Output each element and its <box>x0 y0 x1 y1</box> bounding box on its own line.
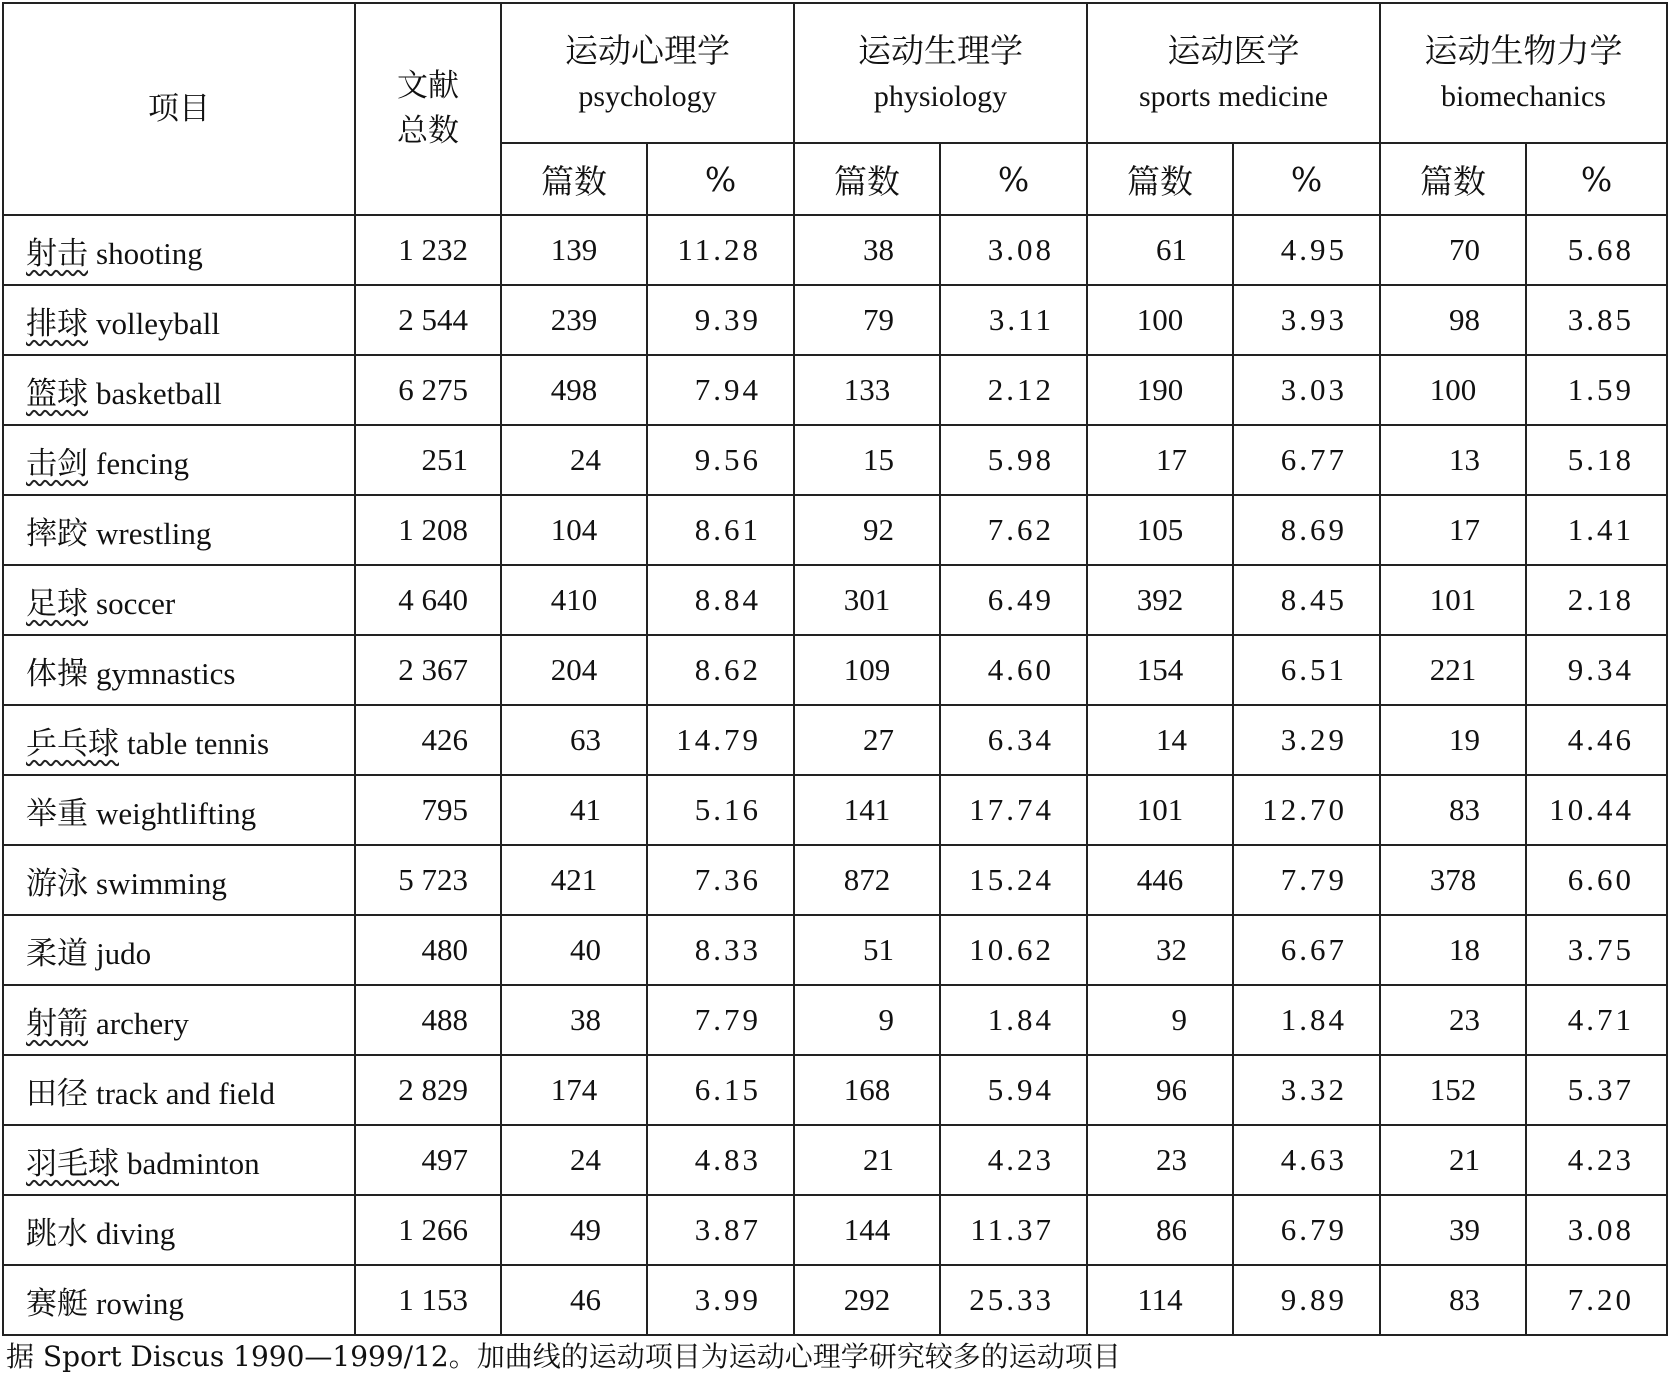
article-count-cell: 100 <box>1380 355 1526 425</box>
table-row <box>3 635 1667 705</box>
total-count-cell: 4 640 <box>355 565 501 635</box>
article-count-cell: 19 <box>1380 705 1526 775</box>
count-header: 篇数 <box>1380 143 1526 215</box>
percent-cell: 3.99 <box>647 1265 794 1335</box>
article-count-cell: 98 <box>1380 285 1526 355</box>
table-row <box>3 915 1667 985</box>
percent-cell: 10.44 <box>1526 775 1667 845</box>
sport-name-zh: 游泳 <box>26 865 88 902</box>
pct-header: % <box>1233 143 1380 215</box>
table-row <box>3 705 1667 775</box>
percent-cell: 9.56 <box>647 425 794 495</box>
table-row <box>3 285 1667 355</box>
article-count-cell: 15 <box>794 425 940 495</box>
article-count-cell: 174 <box>501 1055 647 1125</box>
total-count-cell: 2 367 <box>355 635 501 705</box>
sport-name-en: swimming <box>96 865 227 901</box>
percent-cell: 6.79 <box>1233 1195 1380 1265</box>
sport-name-en: diving <box>96 1215 176 1251</box>
total-count-cell: 5 723 <box>355 845 501 915</box>
article-count-cell: 24 <box>501 425 647 495</box>
sport-name-en: track and field <box>96 1075 276 1111</box>
percent-cell: 1.84 <box>1233 985 1380 1055</box>
total-count-cell: 2 829 <box>355 1055 501 1125</box>
percent-cell: 6.51 <box>1233 635 1380 705</box>
sport-name-en: shooting <box>96 235 203 271</box>
group-zh: 运动心理学 <box>565 31 730 71</box>
percent-cell: 5.16 <box>647 775 794 845</box>
sport-name-cell <box>3 845 355 915</box>
percent-cell: 3.32 <box>1233 1055 1380 1125</box>
count-header: 篇数 <box>501 143 647 215</box>
percent-cell: 8.84 <box>647 565 794 635</box>
total-count-cell: 2 544 <box>355 285 501 355</box>
article-count-cell: 421 <box>501 845 647 915</box>
article-count-cell: 38 <box>501 985 647 1055</box>
article-count-cell: 392 <box>1087 565 1233 635</box>
literature-table <box>2 2 1668 1336</box>
article-count-cell: 141 <box>794 775 940 845</box>
article-count-cell: 17 <box>1087 425 1233 495</box>
sport-name-zh: 足球 <box>26 585 88 622</box>
percent-cell: 4.23 <box>1526 1125 1667 1195</box>
sport-name-cell <box>3 1055 355 1125</box>
percent-cell: 4.63 <box>1233 1125 1380 1195</box>
percent-cell: 4.95 <box>1233 215 1380 285</box>
sport-name-zh: 赛艇 <box>26 1285 88 1322</box>
article-count-cell: 114 <box>1087 1265 1233 1335</box>
percent-cell: 3.08 <box>1526 1195 1667 1265</box>
article-count-cell: 23 <box>1087 1125 1233 1195</box>
article-count-cell: 17 <box>1380 495 1526 565</box>
article-count-cell: 46 <box>501 1265 647 1335</box>
sport-name-en: volleyball <box>96 305 220 341</box>
sport-name-zh: 乒乓球 <box>26 725 119 762</box>
total-count-cell: 1 153 <box>355 1265 501 1335</box>
total-count-cell: 1 266 <box>355 1195 501 1265</box>
article-count-cell: 204 <box>501 635 647 705</box>
total-count-cell: 497 <box>355 1125 501 1195</box>
sport-name-cell <box>3 215 355 285</box>
percent-cell: 4.46 <box>1526 705 1667 775</box>
sport-name-en: archery <box>96 1005 189 1041</box>
article-count-cell: 70 <box>1380 215 1526 285</box>
percent-cell: 8.69 <box>1233 495 1380 565</box>
sport-name-en: rowing <box>96 1285 184 1321</box>
article-count-cell: 104 <box>501 495 647 565</box>
sport-name-en: weightlifting <box>96 795 257 831</box>
article-count-cell: 92 <box>794 495 940 565</box>
sport-name-en: wrestling <box>96 515 212 551</box>
group-header-sports-medicine <box>1087 3 1380 143</box>
article-count-cell: 51 <box>794 915 940 985</box>
article-count-cell: 9 <box>794 985 940 1055</box>
sport-name-zh: 柔道 <box>26 935 88 972</box>
article-count-cell: 190 <box>1087 355 1233 425</box>
article-count-cell: 27 <box>794 705 940 775</box>
group-en: physiology <box>873 80 1008 114</box>
group-header-psychology <box>501 3 794 143</box>
article-count-cell: 96 <box>1087 1055 1233 1125</box>
percent-cell: 11.28 <box>647 215 794 285</box>
total-count-cell: 6 275 <box>355 355 501 425</box>
total-header <box>355 3 501 215</box>
sport-name-zh: 体操 <box>26 655 88 692</box>
group-header-physiology <box>794 3 1087 143</box>
article-count-cell: 38 <box>794 215 940 285</box>
group-zh: 运动生理学 <box>858 31 1023 71</box>
percent-cell: 6.77 <box>1233 425 1380 495</box>
sport-name-zh: 射箭 <box>26 1005 88 1042</box>
percent-cell: 3.75 <box>1526 915 1667 985</box>
table-row <box>3 775 1667 845</box>
article-count-cell: 79 <box>794 285 940 355</box>
percent-cell: 9.39 <box>647 285 794 355</box>
article-count-cell: 301 <box>794 565 940 635</box>
article-count-cell: 21 <box>794 1125 940 1195</box>
sport-name-zh: 摔跤 <box>26 515 88 552</box>
sport-name-zh: 举重 <box>26 795 88 832</box>
sport-name-cell <box>3 565 355 635</box>
sport-name-cell <box>3 705 355 775</box>
total-header-line2: 总数 <box>397 113 459 149</box>
count-header: 篇数 <box>794 143 940 215</box>
sport-name-zh: 跳水 <box>26 1215 88 1252</box>
article-count-cell: 168 <box>794 1055 940 1125</box>
percent-cell: 4.60 <box>940 635 1087 705</box>
table-row <box>3 565 1667 635</box>
percent-cell: 8.33 <box>647 915 794 985</box>
sport-name-zh: 羽毛球 <box>26 1145 119 1182</box>
total-header-line1: 文献 <box>397 68 459 105</box>
pct-header: % <box>1526 143 1667 215</box>
article-count-cell: 152 <box>1380 1055 1526 1125</box>
sport-name-cell <box>3 635 355 705</box>
percent-cell: 2.18 <box>1526 565 1667 635</box>
sport-name-cell <box>3 1125 355 1195</box>
percent-cell: 9.89 <box>1233 1265 1380 1335</box>
percent-cell: 5.68 <box>1526 215 1667 285</box>
sport-name-zh: 排球 <box>26 305 88 342</box>
article-count-cell: 40 <box>501 915 647 985</box>
sport-name-en: table tennis <box>127 725 270 761</box>
sport-name-cell <box>3 495 355 565</box>
article-count-cell: 41 <box>501 775 647 845</box>
percent-cell: 7.20 <box>1526 1265 1667 1335</box>
table-row <box>3 1265 1667 1335</box>
article-count-cell: 9 <box>1087 985 1233 1055</box>
sport-name-zh: 篮球 <box>26 375 88 412</box>
article-count-cell: 18 <box>1380 915 1526 985</box>
sport-name-cell <box>3 1195 355 1265</box>
sport-name-en: soccer <box>96 585 176 621</box>
percent-cell: 3.11 <box>940 285 1087 355</box>
sport-name-cell <box>3 425 355 495</box>
article-count-cell: 101 <box>1380 565 1526 635</box>
article-count-cell: 378 <box>1380 845 1526 915</box>
group-en: biomechanics <box>1441 80 1606 114</box>
percent-cell: 4.83 <box>647 1125 794 1195</box>
table-body <box>3 215 1667 1335</box>
total-count-cell: 426 <box>355 705 501 775</box>
percent-cell: 12.70 <box>1233 775 1380 845</box>
article-count-cell: 100 <box>1087 285 1233 355</box>
percent-cell: 14.79 <box>647 705 794 775</box>
footnote: 据 Sport Discus 1990—1999/12。加曲线的运动项目为运动心理学研究较多的运动项目 <box>6 1340 1121 1373</box>
percent-cell: 3.03 <box>1233 355 1380 425</box>
percent-cell: 3.93 <box>1233 285 1380 355</box>
total-count-cell: 488 <box>355 985 501 1055</box>
pct-header: % <box>940 143 1087 215</box>
article-count-cell: 144 <box>794 1195 940 1265</box>
article-count-cell: 133 <box>794 355 940 425</box>
percent-cell: 2.12 <box>940 355 1087 425</box>
sport-name-cell <box>3 355 355 425</box>
group-en: psychology <box>578 80 717 114</box>
article-count-cell: 139 <box>501 215 647 285</box>
percent-cell: 8.45 <box>1233 565 1380 635</box>
total-count-cell: 480 <box>355 915 501 985</box>
table-row <box>3 425 1667 495</box>
percent-cell: 4.71 <box>1526 985 1667 1055</box>
sport-name-zh: 射击 <box>26 235 88 272</box>
percent-cell: 5.18 <box>1526 425 1667 495</box>
article-count-cell: 292 <box>794 1265 940 1335</box>
percent-cell: 7.79 <box>647 985 794 1055</box>
percent-cell: 5.98 <box>940 425 1087 495</box>
percent-cell: 3.29 <box>1233 705 1380 775</box>
total-count-cell: 1 232 <box>355 215 501 285</box>
article-count-cell: 49 <box>501 1195 647 1265</box>
count-header: 篇数 <box>1087 143 1233 215</box>
percent-cell: 6.34 <box>940 705 1087 775</box>
article-count-cell: 63 <box>501 705 647 775</box>
sport-name-cell <box>3 985 355 1055</box>
percent-cell: 1.41 <box>1526 495 1667 565</box>
group-header-biomechanics <box>1380 3 1667 143</box>
article-count-cell: 872 <box>794 845 940 915</box>
percent-cell: 15.24 <box>940 845 1087 915</box>
sport-name-zh: 击剑 <box>26 445 88 482</box>
article-count-cell: 154 <box>1087 635 1233 705</box>
percent-cell: 3.08 <box>940 215 1087 285</box>
table-row <box>3 355 1667 425</box>
percent-cell: 3.85 <box>1526 285 1667 355</box>
percent-cell: 7.36 <box>647 845 794 915</box>
group-en: sports medicine <box>1138 80 1329 114</box>
percent-cell: 8.61 <box>647 495 794 565</box>
percent-cell: 25.33 <box>940 1265 1087 1335</box>
percent-cell: 10.62 <box>940 915 1087 985</box>
article-count-cell: 101 <box>1087 775 1233 845</box>
percent-cell: 9.34 <box>1526 635 1667 705</box>
table-row <box>3 215 1667 285</box>
item-header: 项目 <box>3 3 355 215</box>
sport-name-cell <box>3 1265 355 1335</box>
percent-cell: 3.87 <box>647 1195 794 1265</box>
article-count-cell: 21 <box>1380 1125 1526 1195</box>
table-row <box>3 985 1667 1055</box>
total-count-cell: 795 <box>355 775 501 845</box>
sport-name-en: judo <box>96 935 152 971</box>
percent-cell: 7.62 <box>940 495 1087 565</box>
percent-cell: 6.49 <box>940 565 1087 635</box>
table-row <box>3 1125 1667 1195</box>
article-count-cell: 446 <box>1087 845 1233 915</box>
article-count-cell: 239 <box>501 285 647 355</box>
total-count-cell: 1 208 <box>355 495 501 565</box>
article-count-cell: 61 <box>1087 215 1233 285</box>
article-count-cell: 410 <box>501 565 647 635</box>
percent-cell: 5.37 <box>1526 1055 1667 1125</box>
sport-name-en: gymnastics <box>96 655 236 691</box>
pct-header: % <box>647 143 794 215</box>
table-row <box>3 495 1667 565</box>
sport-name-cell <box>3 775 355 845</box>
percent-cell: 6.60 <box>1526 845 1667 915</box>
sport-name-en: basketball <box>96 375 222 411</box>
group-zh: 运动医学 <box>1167 31 1300 71</box>
percent-cell: 11.37 <box>940 1195 1087 1265</box>
article-count-cell: 498 <box>501 355 647 425</box>
table-row <box>3 845 1667 915</box>
article-count-cell: 14 <box>1087 705 1233 775</box>
article-count-cell: 83 <box>1380 1265 1526 1335</box>
article-count-cell: 23 <box>1380 985 1526 1055</box>
sport-name-cell <box>3 285 355 355</box>
total-count-cell: 251 <box>355 425 501 495</box>
sport-name-zh: 田径 <box>26 1075 88 1112</box>
table-row <box>3 1055 1667 1125</box>
percent-cell: 7.94 <box>647 355 794 425</box>
article-count-cell: 221 <box>1380 635 1526 705</box>
article-count-cell: 32 <box>1087 915 1233 985</box>
article-count-cell: 83 <box>1380 775 1526 845</box>
percent-cell: 17.74 <box>940 775 1087 845</box>
percent-cell: 4.23 <box>940 1125 1087 1195</box>
percent-cell: 1.84 <box>940 985 1087 1055</box>
article-count-cell: 39 <box>1380 1195 1526 1265</box>
percent-cell: 6.15 <box>647 1055 794 1125</box>
percent-cell: 8.62 <box>647 635 794 705</box>
percent-cell: 5.94 <box>940 1055 1087 1125</box>
article-count-cell: 86 <box>1087 1195 1233 1265</box>
article-count-cell: 24 <box>501 1125 647 1195</box>
sport-name-en: fencing <box>96 445 189 481</box>
article-count-cell: 109 <box>794 635 940 705</box>
sport-name-cell <box>3 915 355 985</box>
percent-cell: 6.67 <box>1233 915 1380 985</box>
group-zh: 运动生物力学 <box>1424 31 1623 71</box>
article-count-cell: 13 <box>1380 425 1526 495</box>
article-count-cell: 105 <box>1087 495 1233 565</box>
table-row <box>3 1195 1667 1265</box>
percent-cell: 1.59 <box>1526 355 1667 425</box>
sport-name-en: badminton <box>127 1145 260 1181</box>
percent-cell: 7.79 <box>1233 845 1380 915</box>
